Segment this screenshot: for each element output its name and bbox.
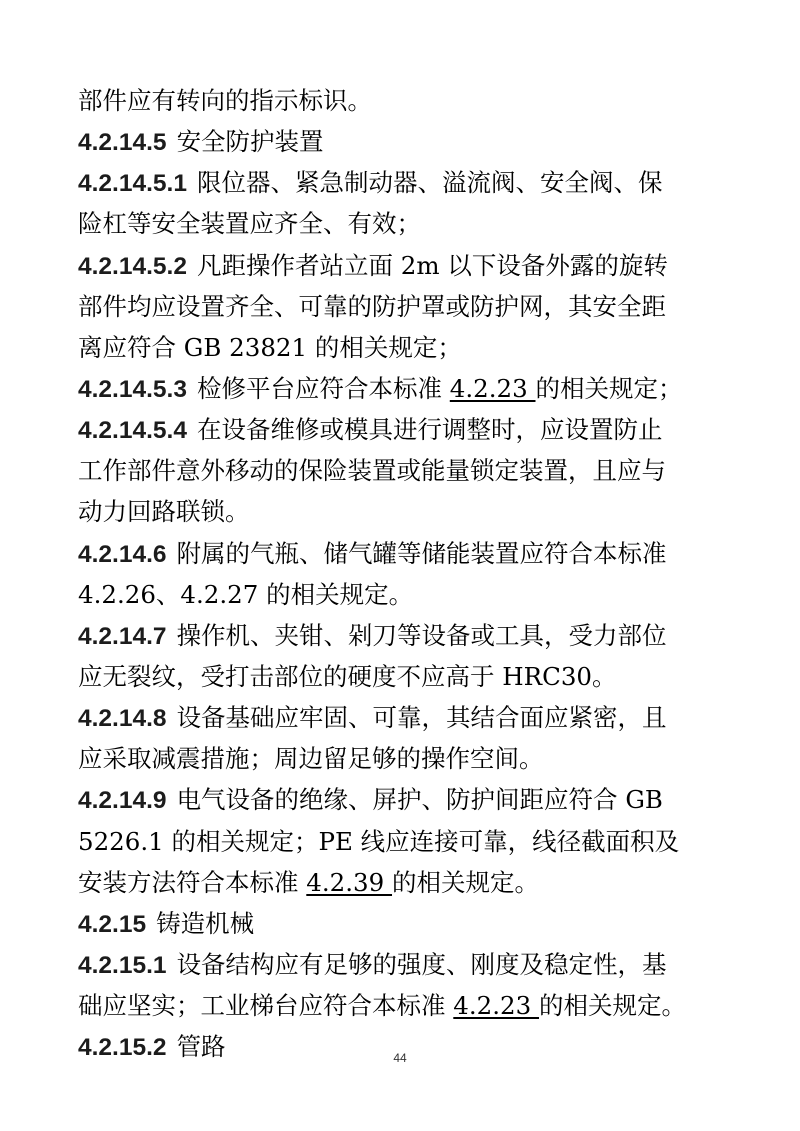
- clause-number: 4.2.14.5.4: [78, 417, 187, 445]
- clause-number: 4.2.15.1: [78, 951, 167, 979]
- clause-line: 4.2.14.7 操作机、夹钳、剁刀等设备或工具，受力部位: [78, 620, 667, 650]
- clause-line: 4.2.14.5.2 凡距操作者站立面 2m 以下设备外露的旋转: [78, 250, 668, 280]
- clause-number: 4.2.14.5: [78, 129, 167, 157]
- clause-number: 4.2.14.6: [78, 540, 167, 568]
- section-heading: 4.2.15.2 管路: [78, 1032, 226, 1062]
- clause-number: 4.2.15.2: [78, 1034, 167, 1062]
- text-line: 动力回路联锁。: [78, 497, 250, 527]
- text-line: 部件均应设置齐全、可靠的防护罩或防护网，其安全距: [78, 291, 666, 321]
- clause-line: 4.2.14.6 附属的气瓶、储气罐等储能装置应符合本标准: [78, 538, 667, 568]
- clause-number: 4.2.14.8: [78, 705, 167, 733]
- clause-number: 4.2.15: [78, 910, 147, 938]
- cross-reference-link[interactable]: 4.2.23: [453, 991, 540, 1021]
- clause-line: 4.2.15.1 设备结构应有足够的强度、刚度及稳定性，基: [78, 949, 667, 979]
- clause-number: 4.2.14.7: [78, 622, 167, 650]
- page-number: 44: [393, 1051, 407, 1065]
- clause-line: 4.2.14.8 设备基础应牢固、可靠，其结合面应紧密，且: [78, 703, 667, 733]
- clause-number: 4.2.14.5.2: [78, 252, 187, 280]
- clause-line: 4.2.14.5.4 在设备维修或模具进行调整时，应设置防止: [78, 415, 663, 445]
- document-body: [78, 80, 728, 1067]
- text-line: 离应符合 GB 23821 的相关规定；: [78, 332, 462, 362]
- clause-number: 4.2.14.5.3: [78, 375, 187, 403]
- clause-line: 4.2.14.5.3 检修平台应符合本标准 4.2.23 的相关规定；: [78, 373, 683, 403]
- text-line: 险杠等安全装置应齐全、有效；: [78, 209, 421, 239]
- text-line: 应采取减震措施；周边留足够的操作空间。: [78, 744, 544, 774]
- clause-number: 4.2.14.5.1: [78, 170, 187, 198]
- text-line: 应无裂纹，受打击部位的硬度不应高于 HRC30。: [78, 661, 617, 691]
- clause-number: 4.2.14.9: [78, 787, 167, 815]
- cross-reference-link[interactable]: 4.2.39: [306, 867, 393, 897]
- text-line: 4.2.26、4.2.27 的相关规定。: [78, 579, 414, 609]
- section-heading: 4.2.15 铸造机械: [78, 908, 255, 938]
- text-line: 础应坚实；工业梯台应符合本标准 4.2.23 的相关规定。: [78, 991, 687, 1021]
- text-line: 部件应有转向的指示标识。: [78, 86, 372, 115]
- text-line: 5226.1 的相关规定；PE 线应连接可靠，线径截面积及: [78, 826, 680, 856]
- text-line: 安装方法符合本标准 4.2.39 的相关规定。: [78, 867, 540, 897]
- clause-line: 4.2.14.5.1 限位器、紧急制动器、溢流阀、安全阀、保: [78, 168, 663, 198]
- text-line: 工作部件意外移动的保险装置或能量锁定装置，且应与: [78, 456, 666, 486]
- cross-reference-link[interactable]: 4.2.23: [449, 373, 536, 403]
- section-heading: 4.2.14.5 安全防护装置: [78, 127, 324, 157]
- clause-line: 4.2.14.9 电气设备的绝缘、屏护、防护间距应符合 GB: [78, 785, 663, 815]
